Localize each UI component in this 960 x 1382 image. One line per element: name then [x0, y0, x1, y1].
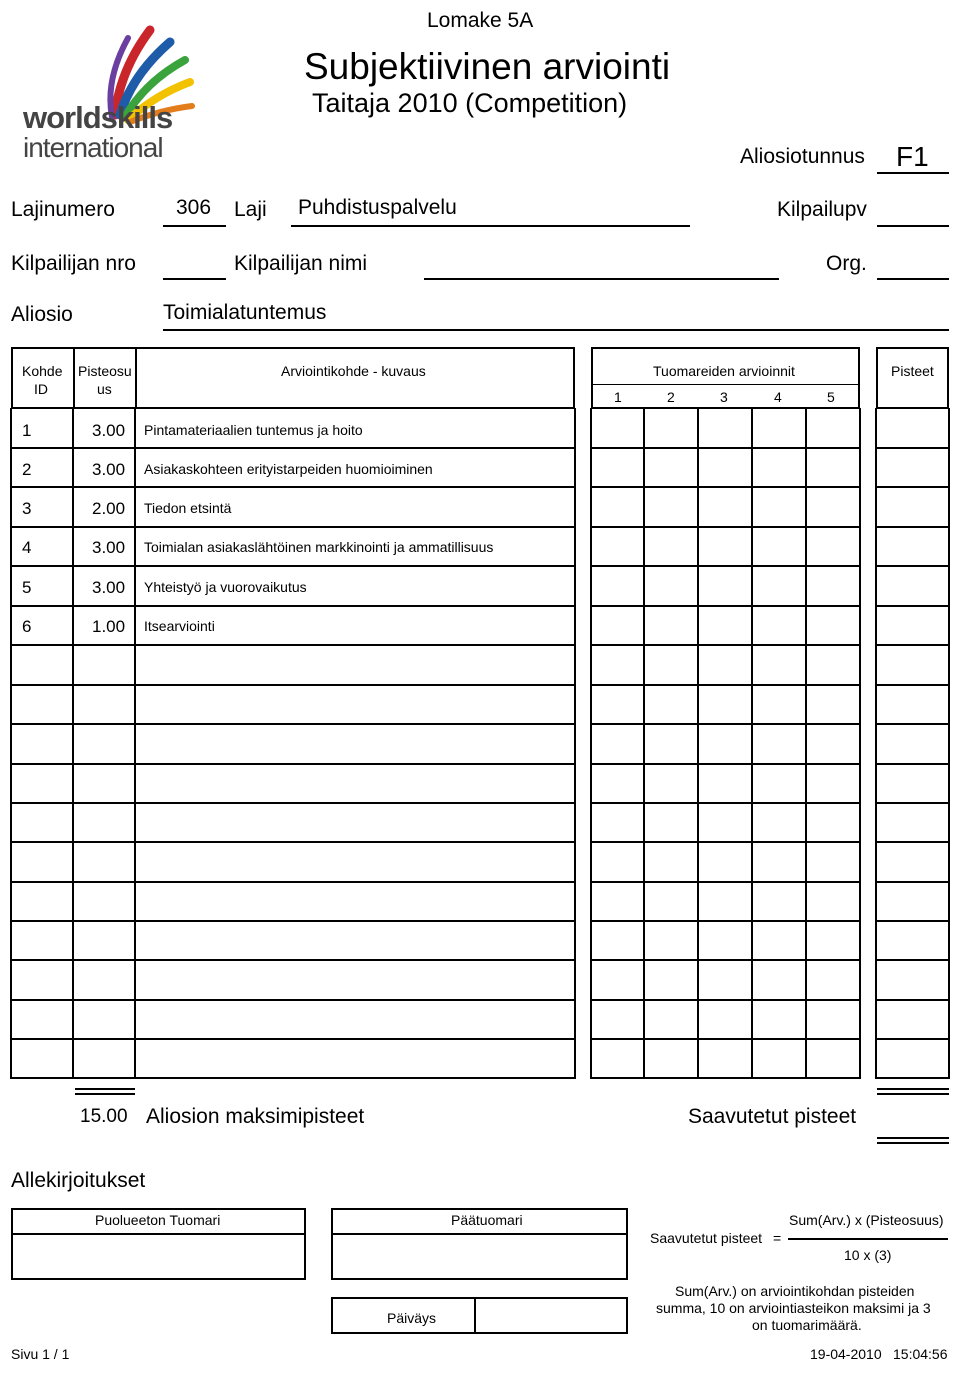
col-tuomareiden: Tuomareiden arvioinnit [653, 363, 795, 379]
left-row-line [11, 802, 575, 804]
row-6-desc: Itsearviointi [144, 618, 215, 634]
left-row-line [11, 723, 575, 725]
page-title: Subjektiivinen arviointi [304, 46, 671, 87]
points-row-line [876, 802, 949, 804]
achieved-double-line-1 [877, 1137, 949, 1139]
points-row-line [876, 1038, 949, 1040]
left-row-line [11, 1077, 575, 1079]
left-row-line [11, 486, 575, 488]
formula-fraction-line [788, 1238, 948, 1240]
judge-row-line [591, 959, 860, 961]
points-row-line [876, 644, 949, 646]
judge-row-line [591, 802, 860, 804]
left-row-line [11, 526, 575, 528]
left-col-line [574, 408, 576, 1079]
left-col-line [10, 408, 12, 1079]
points-row-line [876, 407, 949, 409]
judge-row-line [591, 605, 860, 607]
header-divider-1 [73, 347, 75, 409]
laji-underline [291, 225, 690, 227]
col-pisteet: Pisteet [891, 363, 934, 379]
lajinumero-underline [163, 225, 226, 227]
points-row-line [876, 565, 949, 567]
row-5-id: 5 [22, 578, 32, 597]
puolueeton-label: Puolueeton Tuomari [95, 1212, 221, 1228]
formula-note-2: summa, 10 on arviointiasteikon maksimi ja 3 [656, 1300, 931, 1316]
lajinumero-value: 306 [176, 196, 212, 219]
paivays-label: Päiväys [387, 1310, 437, 1326]
header-divider-2 [135, 347, 137, 409]
formula-denominator: 10 x (3) [844, 1247, 892, 1263]
judge-row-line [591, 526, 860, 528]
left-row-line [11, 644, 575, 646]
left-row-line [11, 605, 575, 607]
judge-row-line [591, 447, 860, 449]
points-row-line [876, 841, 949, 843]
left-row-line [11, 881, 575, 883]
judge-col-line [859, 408, 861, 1079]
kilpailupv-label: Kilpailupv [777, 198, 867, 221]
judge-row-line [591, 1077, 860, 1079]
row-3-desc: Tiedon etsintä [144, 500, 232, 516]
aliosiotunnus-label: Aliosiotunnus [740, 145, 865, 168]
left-row-line [11, 447, 575, 449]
aliosiotunnus-value: F1 [896, 141, 929, 172]
left-row-line [11, 763, 575, 765]
judge-3-label: 3 [720, 389, 728, 405]
lajinumero-label: Lajinumero [11, 198, 115, 221]
row-5-desc: Yhteistyö ja vuorovaikutus [144, 579, 307, 595]
left-row-line [11, 920, 575, 922]
left-row-line [11, 1038, 575, 1040]
points-row-line [876, 763, 949, 765]
logo-text-top: worldskills [23, 100, 173, 135]
judge-row-line [591, 881, 860, 883]
points-row-line [876, 920, 949, 922]
footer-date: 19-04-2010 [810, 1346, 882, 1362]
signature-divider-puolueeton [11, 1233, 306, 1235]
points-row-line [876, 486, 949, 488]
aliosiotunnus-underline [877, 172, 949, 174]
left-row-line [11, 407, 575, 409]
row-2-desc: Asiakaskohteen erityistarpeiden huomioiminen [144, 461, 433, 477]
aliosio-underline [163, 329, 949, 331]
total-double-line-top [75, 1088, 135, 1090]
judge-4-label: 4 [774, 389, 782, 405]
achieved-points-label: Saavutetut pisteet [688, 1105, 857, 1128]
left-col-line [134, 408, 136, 1079]
kilpailijan-nro-underline [163, 278, 226, 280]
row-6-id: 6 [22, 617, 32, 636]
points-row-line [876, 723, 949, 725]
paivays-divider [474, 1297, 476, 1334]
row-3-points: 2.00 [92, 499, 126, 518]
judge-2-label: 2 [667, 389, 675, 405]
points-row-line [876, 881, 949, 883]
formula-note-3: on tuomarimäärä. [752, 1317, 862, 1333]
judge-row-line [591, 407, 860, 409]
judge-row-line [591, 644, 860, 646]
max-points-value: 15.00 [80, 1106, 128, 1127]
worldskills-logo [20, 20, 200, 170]
laji-label: Laji [234, 198, 267, 221]
points-double-line-top-2 [877, 1093, 949, 1095]
judge-row-line [591, 486, 860, 488]
judge-col-line [590, 408, 592, 1079]
row-2-id: 2 [22, 460, 32, 479]
row-4-id: 4 [22, 538, 32, 557]
row-3-id: 3 [22, 499, 32, 518]
left-row-line [11, 959, 575, 961]
points-row-line [876, 605, 949, 607]
points-col-line [875, 408, 877, 1079]
judge-row-line [591, 763, 860, 765]
row-1-id: 1 [22, 421, 32, 440]
judge-row-line [591, 1038, 860, 1040]
points-col-line [948, 408, 950, 1079]
formula-numerator: Sum(Arv.) x (Pisteosuus) [789, 1212, 944, 1228]
points-row-line [876, 1077, 949, 1079]
laji-value: Puhdistuspalvelu [298, 196, 457, 219]
col-pisteosuus-1: Pisteosu [78, 363, 132, 379]
kilpailijan-nro-label: Kilpailijan nro [11, 252, 136, 275]
judge-col-line [643, 408, 645, 1079]
footer-time: 15:04:56 [893, 1346, 948, 1362]
points-row-line [876, 999, 949, 1001]
total-double-line-bottom [75, 1093, 135, 1095]
paivays-box[interactable] [331, 1297, 628, 1334]
col-id: ID [34, 381, 48, 397]
judge-col-line [751, 408, 753, 1079]
formula-label: Saavutetut pisteet [650, 1230, 763, 1246]
row-6-points: 1.00 [92, 617, 126, 636]
judge-row-line [591, 723, 860, 725]
points-row-line [876, 447, 949, 449]
judge-row-line [591, 999, 860, 1001]
max-points-label: Aliosion maksimipisteet [146, 1105, 365, 1128]
formula-equals: = [773, 1230, 782, 1246]
left-row-line [11, 841, 575, 843]
org-underline [877, 278, 949, 280]
col-kohde: Kohde [22, 363, 63, 379]
kilpailijan-nimi-underline [424, 278, 779, 280]
formula-note-1: Sum(Arv.) on arviointikohdan pisteiden [675, 1283, 915, 1299]
judge-row-line [591, 920, 860, 922]
kilpailijan-nimi-label: Kilpailijan nimi [234, 252, 368, 275]
points-row-line [876, 684, 949, 686]
judge-row-line [591, 841, 860, 843]
left-row-line [11, 565, 575, 567]
page-subtitle: Taitaja 2010 (Competition) [312, 88, 628, 118]
judge-row-line [591, 684, 860, 686]
judge-1-label: 1 [614, 389, 622, 405]
left-row-line [11, 999, 575, 1001]
judge-row-line [591, 565, 860, 567]
col-pisteosuus-2: us [97, 381, 112, 397]
paatuomari-label: Päätuomari [451, 1212, 523, 1228]
aliosio-value: Toimialatuntemus [163, 301, 327, 324]
signature-divider-paatuomari [331, 1233, 628, 1235]
logo-text-bottom: international [23, 132, 163, 163]
form-id: Lomake 5A [427, 9, 534, 32]
row-1-desc: Pintamateriaalien tuntemus ja hoito [144, 422, 363, 438]
org-label: Org. [826, 252, 867, 275]
row-2-points: 3.00 [92, 460, 126, 479]
row-4-desc: Toimialan asiakaslähtöinen markkinointi ja ammatillisuus [144, 539, 494, 555]
kilpailupv-underline [877, 225, 949, 227]
left-col-line [72, 408, 74, 1079]
judge-5-label: 5 [827, 389, 835, 405]
left-row-line [11, 684, 575, 686]
signatures-title: Allekirjoitukset [11, 1169, 146, 1192]
achieved-double-line-2 [877, 1142, 949, 1144]
points-double-line-top-1 [877, 1088, 949, 1090]
aliosio-label: Aliosio [11, 303, 73, 326]
row-4-points: 3.00 [92, 538, 126, 557]
judge-col-line [805, 408, 807, 1079]
col-kuvaus: Arviointikohde - kuvaus [281, 363, 426, 379]
points-row-line [876, 526, 949, 528]
judge-col-line [697, 408, 699, 1079]
row-1-points: 3.00 [92, 421, 126, 440]
page-number: Sivu 1 / 1 [11, 1346, 70, 1362]
row-5-points: 3.00 [92, 578, 126, 597]
points-row-line [876, 959, 949, 961]
judges-header-divider [591, 384, 860, 385]
